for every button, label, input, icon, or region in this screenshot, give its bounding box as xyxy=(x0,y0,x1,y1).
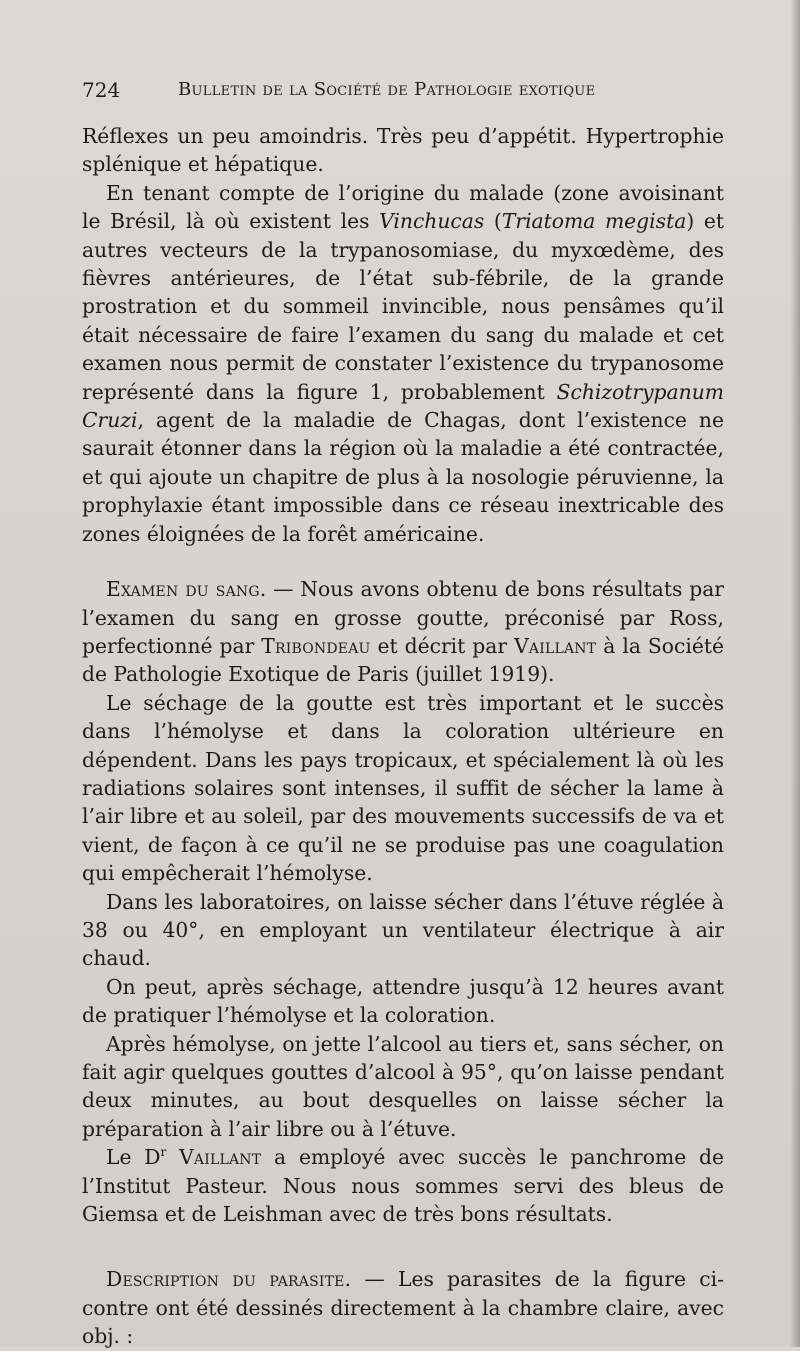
paragraph-hemolyse-text: Après hémolyse, on jette l’alcool au tiers et, sans sécher, on fait agir quelques gouttes d’alcool à 95°, qu’on laisse pendant deux minutes, au bout desquelles on laisse sécher la préparation à l’air libre ou à l’étuve. xyxy=(82,1031,724,1141)
author-vaillant-2: Vaillant xyxy=(179,1145,262,1170)
section-heading-examen-du-sang: Examen du sang. xyxy=(106,577,267,602)
term-schizotrypanum-cruzi: Schizotrypanum Cruzi xyxy=(82,379,724,433)
paragraph-attente xyxy=(82,973,724,1030)
running-title: Bulletin de la Société de Pathologie exotique xyxy=(178,79,596,100)
doctor-superscript: r xyxy=(160,1145,167,1160)
paragraph-reflexes xyxy=(82,122,724,179)
origin-text-c: ) et autres vecteurs de la trypanosomiase, du myxœdème, des fièvres antérieures, de l’état sub-fébrile, de la grande prostration et du sommeil invincible, nous pensâmes qu’il était nécessaire de faire l’examen du sang du malade et cet examen nous permit de constater l’existence du trypanosome représenté dans la figure 1, probablement xyxy=(82,209,725,404)
page-number: 724 xyxy=(82,78,121,102)
paragraph-origin xyxy=(82,179,724,548)
paragraph-sechage-text: Le séchage de la goutte est très important et le succès dans l’hémolyse et dans la coloration ultérieure en dépendent. Dans les pays tropicaux, et spécialement là où les radiations solaires sont intenses, il suffit de sécher la lame à l’air libre et au soleil, par des mouvements successifs de va et vient, de façon à ce qu’il ne se produise pas une coagulation qui empêcherait l’hémolyse. xyxy=(82,690,724,886)
paragraph-attente-text: On peut, après séchage, attendre jusqu’à 12 heures avant de pratiquer l’hémolyse et la coloration. xyxy=(82,974,724,1028)
examen-text-b: et décrit par xyxy=(370,633,515,658)
body-text xyxy=(82,122,724,1351)
term-vinchucas: Vinchucas xyxy=(379,209,485,234)
paragraph-sechage xyxy=(82,689,724,888)
author-tribondeau: Tribondeau xyxy=(261,633,371,658)
paragraph-panchrome xyxy=(82,1143,724,1228)
paragraph-reflexes-text: Réflexes un peu amoindris. Très peu d’appétit. Hypertrophie splénique et hépatique. xyxy=(82,124,724,177)
author-vaillant: Vaillant xyxy=(514,633,597,658)
origin-text-a: En tenant compte de l’origine du malade (zone avoisinant le Brésil, là où existent les xyxy=(82,180,724,234)
page-header xyxy=(82,78,702,104)
panchrome-text-a: Le D xyxy=(106,1145,161,1170)
origin-text-d: , agent de la maladie de Chagas, dont l’existence ne saurait étonner dans la région où la maladie a été contractée, et qui ajoute un chapitre de plus à la nosologie péruvienne, la prophylaxie étant impossible dans ce réseau inextricable des zones éloignées de la forêt américaine. xyxy=(82,408,724,546)
examen-text-c: à la Société de Pathologie Exotique de Paris (juillet 1919). xyxy=(82,633,725,687)
examen-text-a: — Nous avons obtenu de bons résultats par l’examen du sang en grosse goutte, préconisé par Ross, perfectionné par xyxy=(82,577,725,658)
paragraph-laboratoires-text: Dans les laboratoires, on laisse sécher dans l’étuve réglée à 38 ou 40°, en employant un ventilateur électrique à air chaud. xyxy=(82,889,724,971)
term-triatoma-megista: Triatoma megista xyxy=(501,209,687,234)
paragraph-examen-du-sang xyxy=(82,575,724,689)
panchrome-text-b: a employé avec succès le panchrome de l’Institut Pasteur. Nous nous sommes servi des bleus de Giemsa et de Leishman avec de très bons résultats. xyxy=(82,1145,724,1227)
section-heading-description-parasite: Description du parasite. xyxy=(106,1267,352,1292)
origin-text-b: ( xyxy=(484,209,502,234)
paragraph-description-parasite xyxy=(82,1265,724,1350)
page-edge-shadow xyxy=(790,0,800,1347)
paragraph-laboratoires xyxy=(82,888,724,973)
description-text-a: — Les parasites de la figure ci-contre ont été dessinés directement à la chambre claire, avec obj. : xyxy=(82,1267,725,1349)
paragraph-hemolyse xyxy=(82,1030,724,1144)
